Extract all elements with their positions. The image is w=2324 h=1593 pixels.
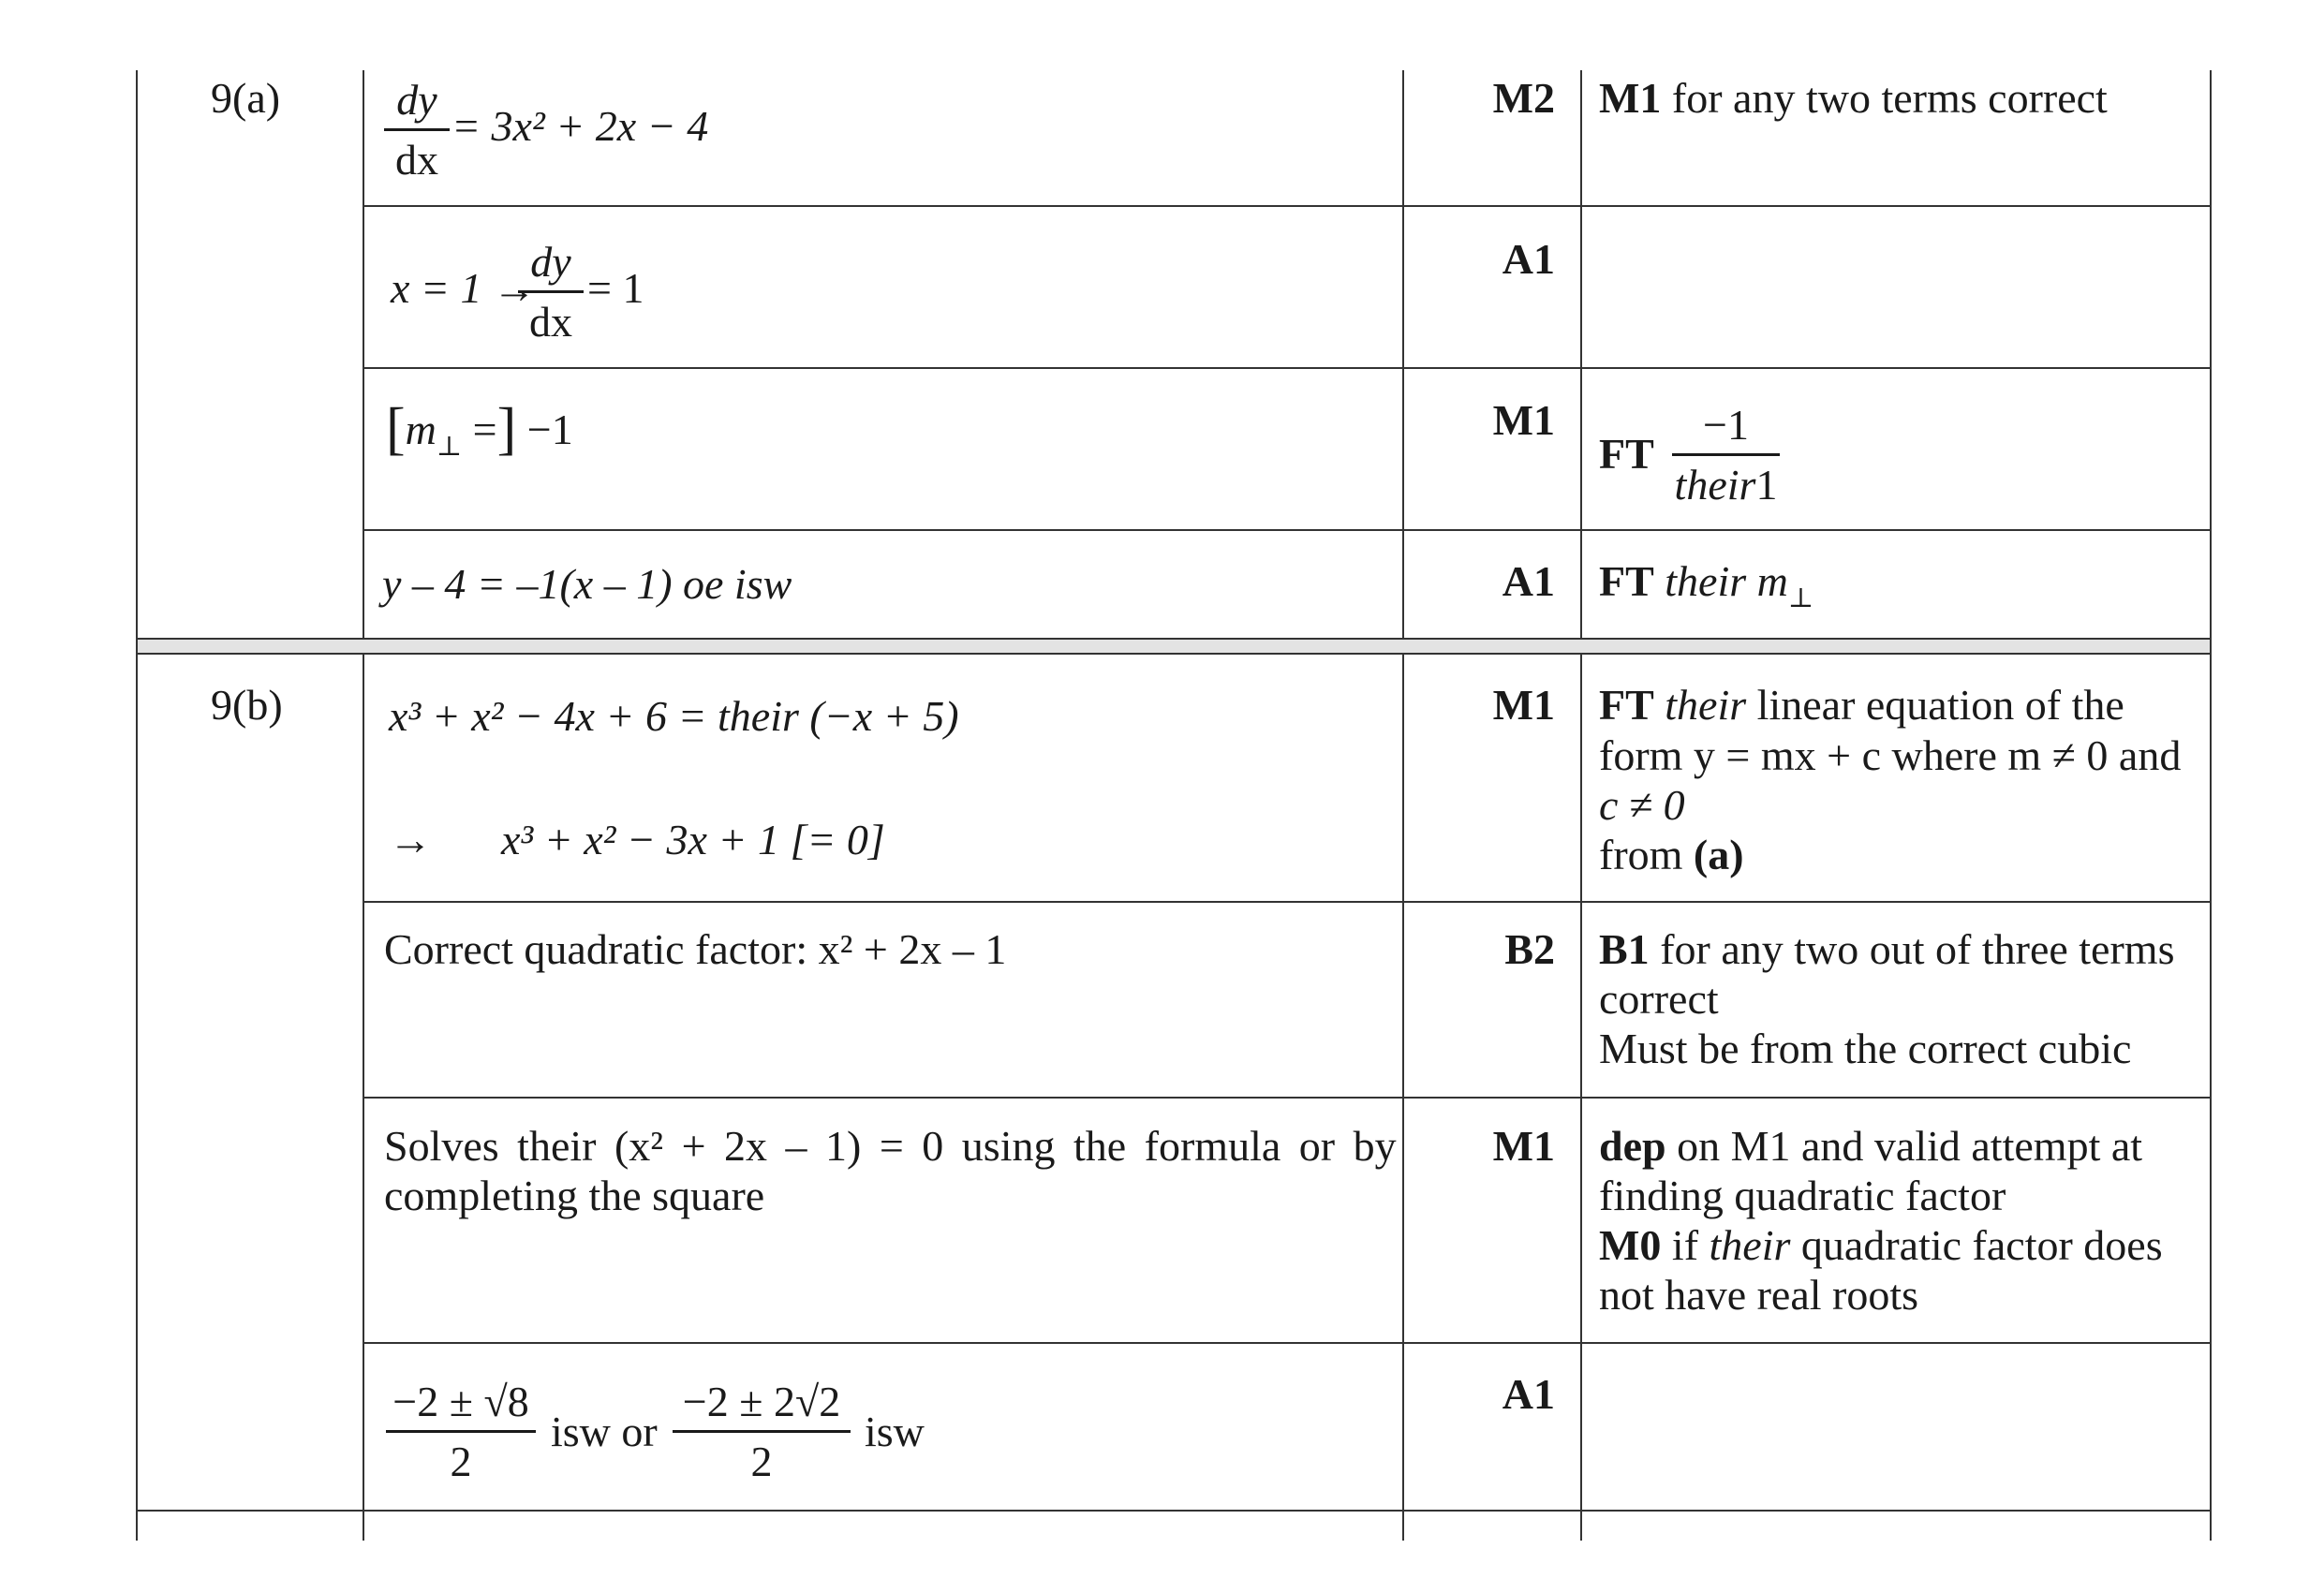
fraction-denominator: 2 [750, 1438, 773, 1485]
row-line [363, 901, 2212, 903]
guidance-text: finding quadratic factor [1599, 1172, 2006, 1219]
guidance-text: FT [1599, 430, 1654, 478]
question-number: 9(b) [211, 681, 283, 729]
guidance-text: M1 for any two terms correct [1599, 74, 2108, 122]
fraction-numerator: −2 ± √8 [386, 1377, 536, 1433]
row-line [363, 1342, 2212, 1344]
answer-text: x = 1 → [391, 264, 536, 312]
col-line-marks [1580, 70, 1582, 1541]
arrow-symbol: → [389, 816, 432, 863]
answer-text: isw [865, 1408, 925, 1455]
answer-text: x³ + x² − 4x + 6 = their (−x + 5) [389, 692, 959, 740]
answer-text: = 3x² + 2x − 4 [451, 102, 709, 150]
row-line [363, 367, 2212, 369]
mark: M1 [1492, 1122, 1555, 1170]
row-line [363, 529, 2212, 531]
fraction-denominator: 2 [450, 1438, 472, 1485]
derivative-fraction [518, 237, 584, 347]
mark: M1 [1492, 396, 1555, 444]
guidance-fraction [1672, 400, 1780, 509]
fraction-denominator: dx [395, 136, 438, 184]
answer-text: y – 4 = –1(x – 1) oe isw [382, 560, 792, 608]
answer-text: Solves their (x² + 2x – 1) = 0 using the formula or by [384, 1122, 1397, 1170]
guidance-text: FT their linear equation of the [1599, 681, 2124, 729]
col-line-answer [1402, 70, 1404, 1541]
fraction-numerator: dy [384, 75, 450, 131]
fraction-denominator: their1 [1674, 461, 1778, 509]
answer-fraction [673, 1377, 851, 1486]
answer-text: Correct quadratic factor: x² + 2x – 1 [384, 925, 1007, 973]
section-separator [136, 653, 2212, 655]
guidance-text: FT their $m_\perp$ [1599, 557, 1814, 613]
guidance-text: M0 if their quadratic factor does [1599, 1221, 2163, 1269]
col-line-right [2210, 70, 2212, 1541]
row-line [136, 1510, 2212, 1512]
guidance-text: B1 for any two out of three terms [1599, 925, 2175, 973]
answer-text: = 1 [587, 264, 644, 312]
guidance-text: correct [1599, 975, 1719, 1023]
fraction-denominator: dx [529, 298, 572, 346]
fraction-numerator: dy [518, 237, 584, 293]
row-line [363, 205, 2212, 207]
guidance-text: c ≠ 0 [1599, 781, 1685, 829]
mark: A1 [1502, 235, 1555, 283]
question-number: 9(a) [211, 74, 281, 122]
section-separator-fill [138, 640, 2210, 653]
answer-text: [$m_\perp$ =] −1 [386, 397, 573, 462]
row-line [363, 1097, 2212, 1099]
mark: A1 [1502, 1370, 1555, 1418]
answer-text: x³ + x² − 3x + 1 [= 0] [501, 816, 885, 863]
fraction-numerator: −1 [1672, 400, 1780, 456]
mark: B2 [1504, 925, 1555, 973]
answer-fraction [386, 1377, 536, 1486]
guidance-text: Must be from the correct cubic [1599, 1025, 2132, 1072]
guidance-text: form y = mx + c where m ≠ 0 and [1599, 731, 2182, 779]
guidance-text: not have real roots [1599, 1271, 1919, 1319]
answer-text: isw or [551, 1408, 658, 1455]
mark: M2 [1492, 74, 1555, 122]
answer-text: completing the square [384, 1172, 765, 1219]
mark: M1 [1492, 681, 1555, 729]
derivative-fraction [384, 75, 450, 184]
col-line-left [136, 70, 138, 1541]
mark: A1 [1502, 557, 1555, 605]
guidance-text: from (a) [1599, 831, 1744, 878]
col-line-question [363, 70, 364, 1541]
fraction-numerator: −2 ± 2√2 [673, 1377, 851, 1433]
guidance-text: dep on M1 and valid attempt at [1599, 1122, 2143, 1170]
